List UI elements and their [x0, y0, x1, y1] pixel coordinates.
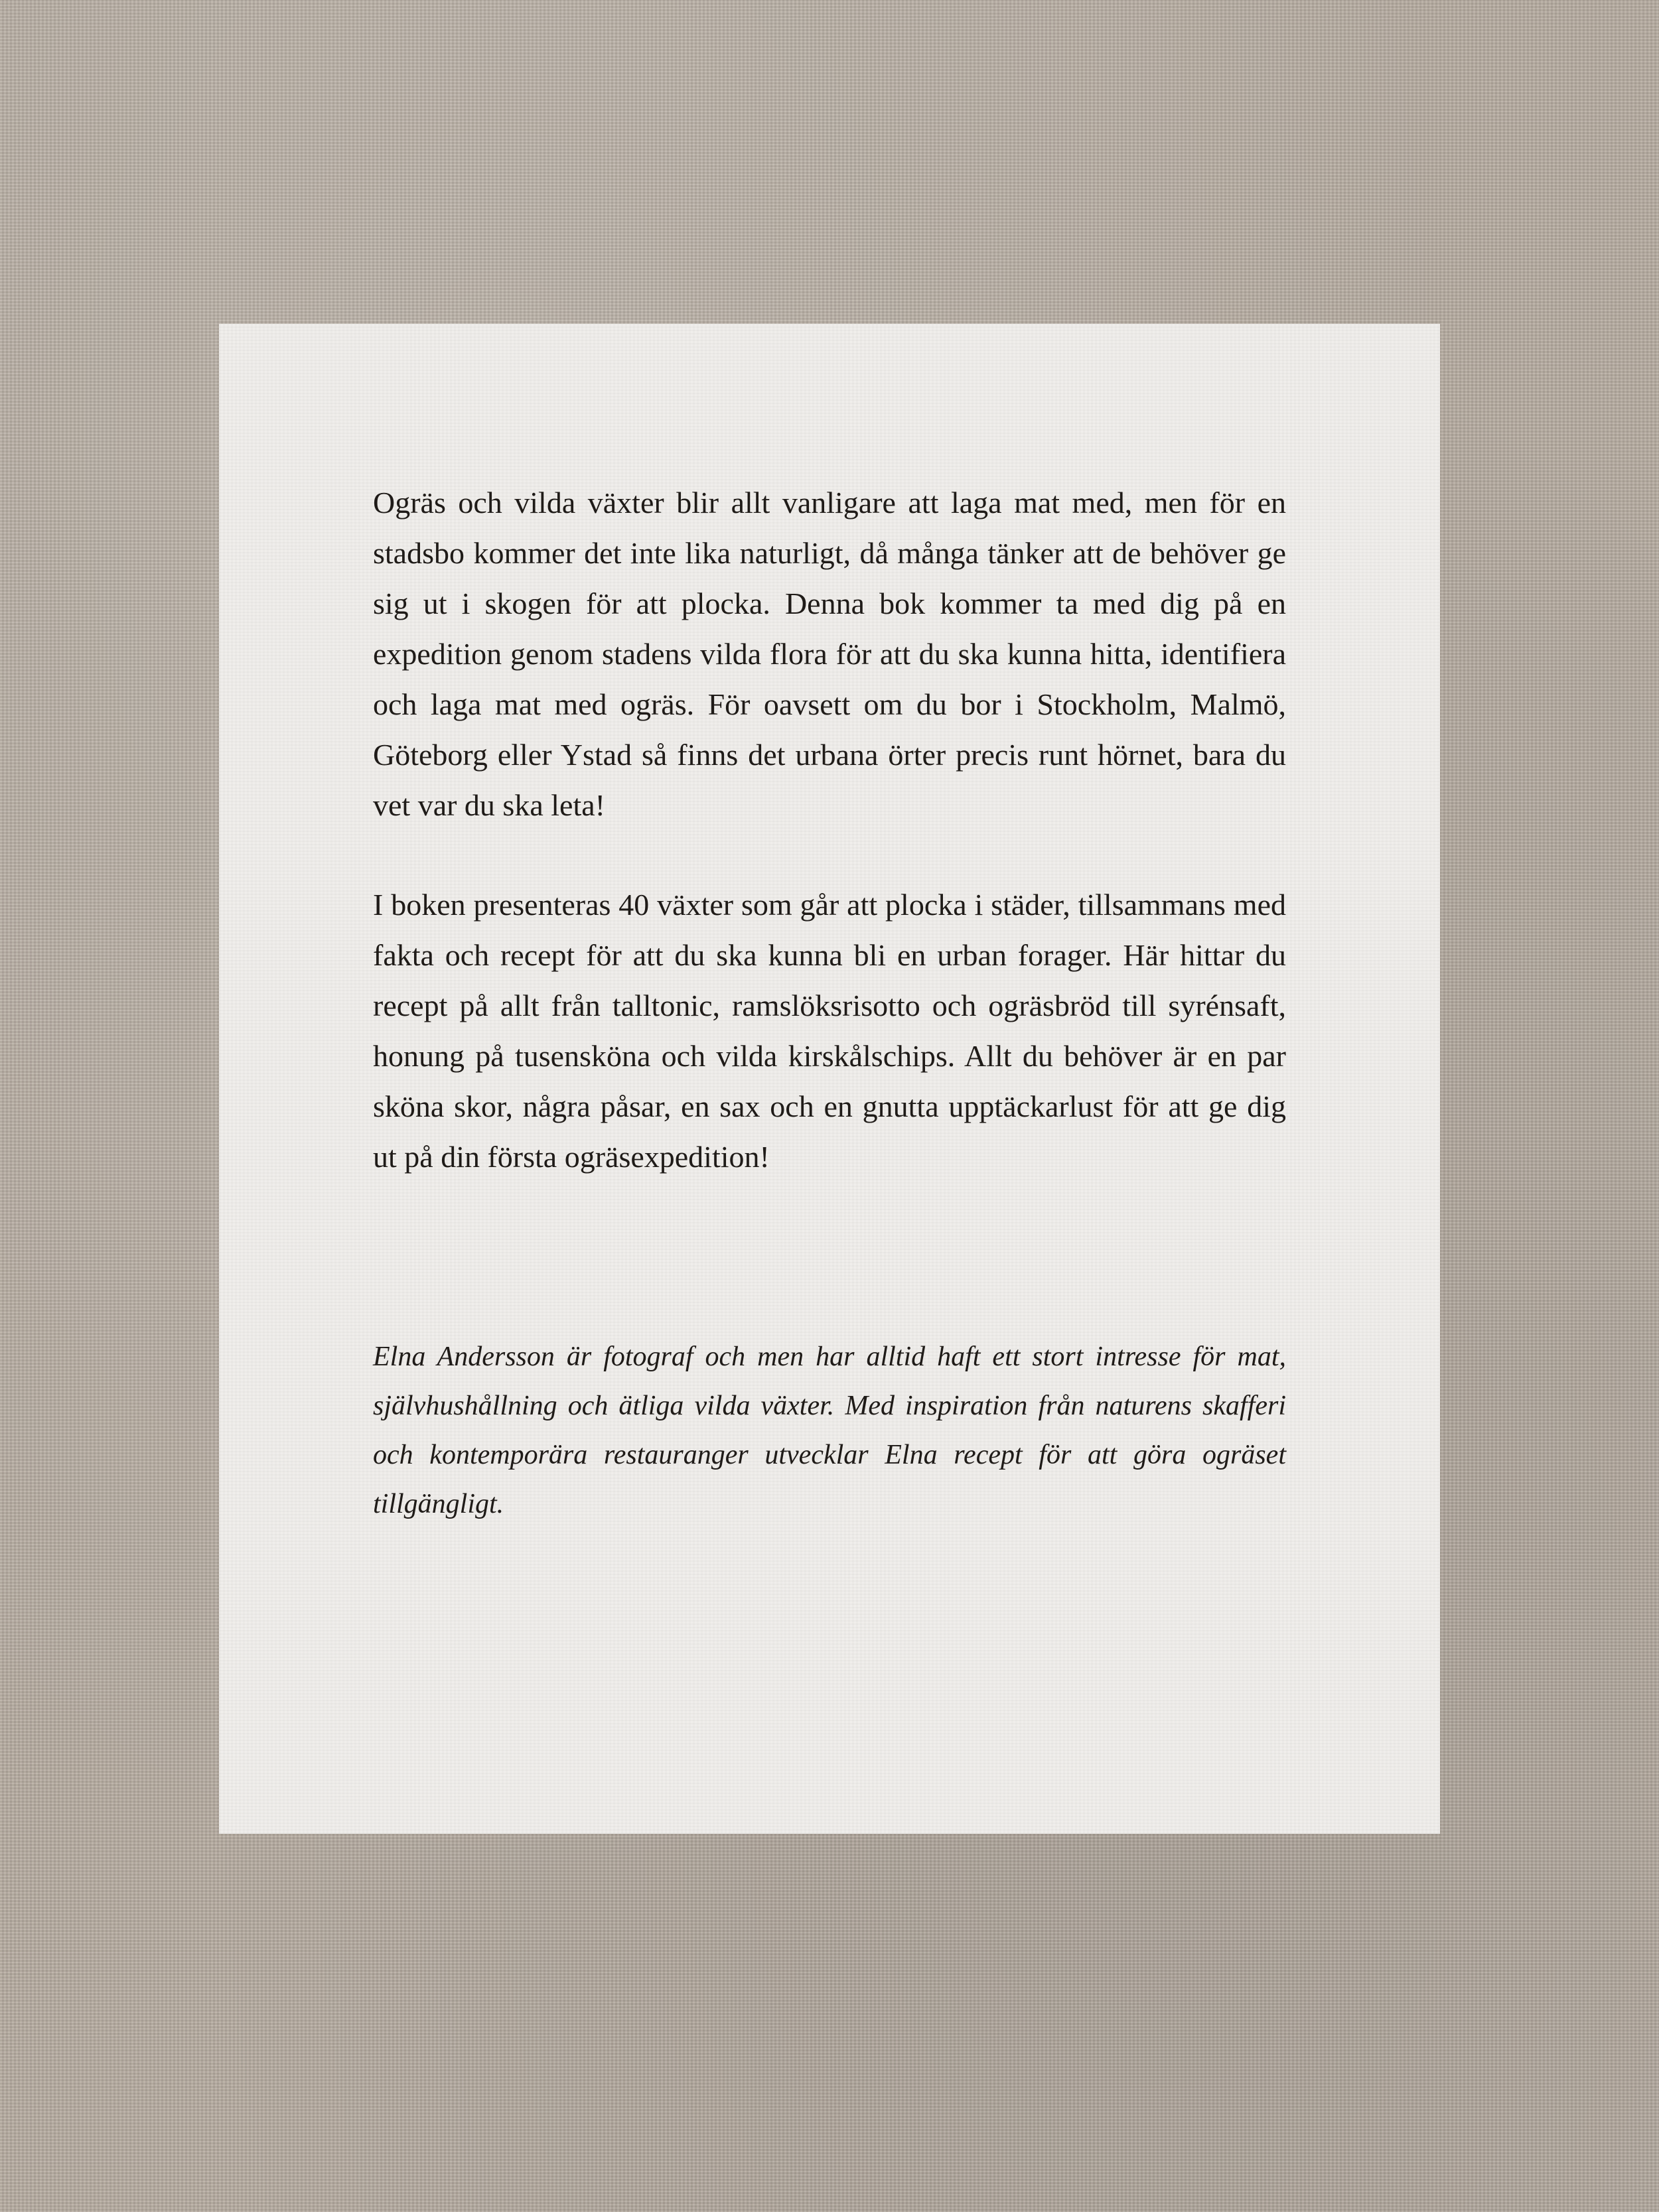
author-bio: Elna Andersson är fotograf och men har alltid haft ett stort intresse för mat, självhushållning och ätliga vilda växter. Med inspiration från naturens skafferi och kontemporära restauranger utvecklar Elna recept för att göra ogräset tillgängligt. — [373, 1342, 1286, 1519]
content-paragraph: I boken presenteras 40 växter som går att plocka i städer, tillsammans med fakta och recept för att du ska kunna bli en urban forager. Här hittar du recept på allt från talltonic, ramslöksrisotto och ogräsbröd till syrénsaft, honung på tusensköna och vilda kirskålschips. Allt du behöver är en par sköna skor, några påsar, en sax och en gnutta upptäckarlust för att ge dig ut på din första ogräsexpedition! — [373, 888, 1286, 1174]
intro-paragraph: Ogräs och vilda växter blir allt vanligare att laga mat med, men för en stadsbo kommer det inte lika naturligt, då många tänker att de behöver ge sig ut i skogen för att plocka. Denna bok kommer ta med dig på en expedition genom stadens vilda flora för att du ska kunna hitta, identifiera och laga mat med ogräs. För oavsett om du bor i Stockholm, Malmö, Göteborg eller Ystad så finns det urbana örter precis runt hörnet, bara du vet var du ska leta! — [373, 486, 1286, 822]
text-panel — [219, 324, 1440, 1834]
